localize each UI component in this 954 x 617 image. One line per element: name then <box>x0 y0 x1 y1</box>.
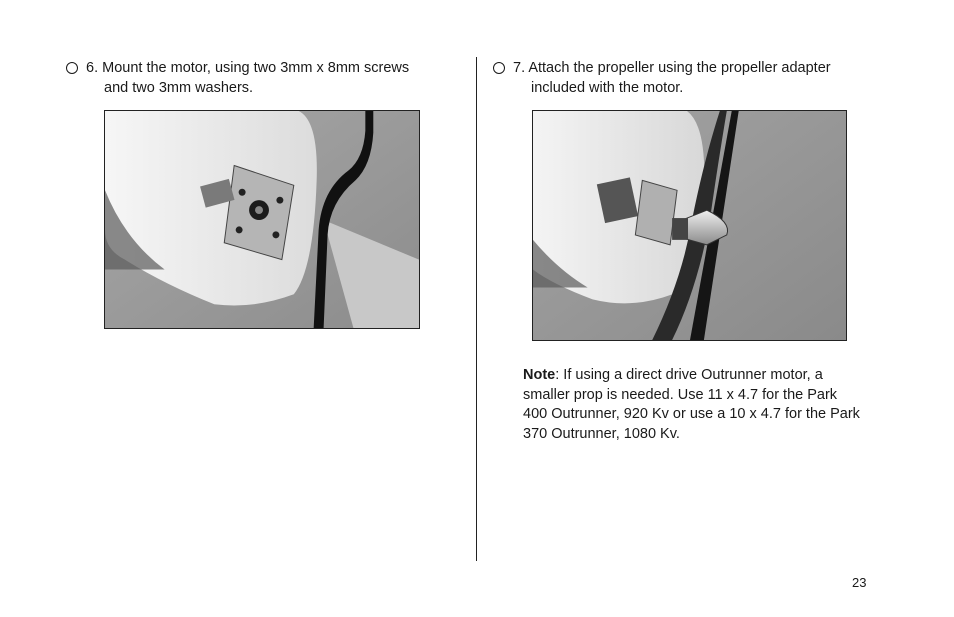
step-6-line-2: and two 3mm washers. <box>104 80 254 96</box>
checkbox-circle-icon <box>493 62 505 74</box>
page-number: 23 <box>852 575 867 590</box>
checkbox-circle-icon <box>66 62 78 74</box>
propeller-photo <box>532 110 847 341</box>
step-6-line-1: 6. Mount the motor, using two 3mm x 8mm screws <box>86 60 410 76</box>
note-text: : If using a direct drive Outrunner motor, a smaller prop is needed. Use 11 x 4.7 for the Park 400 Outrunner, 920 Kv or use a 10 x 4.7 for the Park 370 Outrunner, 1080 Kv. <box>523 367 860 442</box>
motor-mount-photo <box>104 110 420 329</box>
step-7-line-2: included with the motor. <box>531 80 684 96</box>
note-label: Note <box>523 367 556 383</box>
step-7-line-1: 7. Attach the propeller using the propeller adapter <box>513 60 831 76</box>
note-paragraph <box>523 366 863 444</box>
column-divider <box>476 57 477 561</box>
